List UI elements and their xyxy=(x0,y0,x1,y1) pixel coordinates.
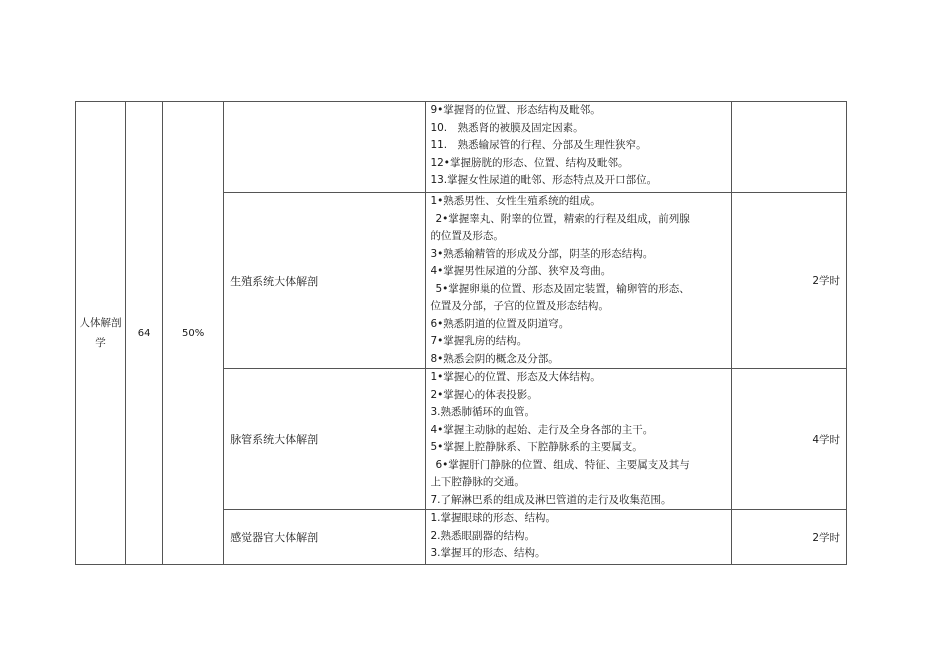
content-line: 7•掌握乳房的结构。 xyxy=(430,335,528,347)
content-line: 2•掌握睾丸、附睾的位置，精索的行程及组成，前列腺 xyxy=(435,212,690,225)
content-line: 2•掌握心的体表投影。 xyxy=(430,388,538,401)
content-line: 3.熟悉肺循环的血管。 xyxy=(430,406,535,418)
course-name-cell xyxy=(76,102,126,565)
content-line: 12•掌握膀胱的形态、位置、结构及毗邻。 xyxy=(430,156,629,169)
content-line: 位置及分部，子宫的位置及形态结构。 xyxy=(430,300,609,312)
content-cell xyxy=(426,102,731,193)
time-cell xyxy=(731,193,846,369)
content-line: 7.了解淋巴系的组成及淋巴管道的走行及收集范围。 xyxy=(430,493,672,506)
total-hours: 64 xyxy=(137,327,151,339)
content-line: 2.熟悉眼副器的结构。 xyxy=(430,529,535,542)
time-cell xyxy=(731,102,846,193)
section-cell xyxy=(224,510,426,565)
content-line: 1•掌握心的位置、形态及大体结构。 xyxy=(430,371,601,383)
content-line: 的位置及形态。 xyxy=(430,230,504,242)
content-line: 6•掌握肝门静脉的位置、组成、特征、主要属支及其与 xyxy=(435,458,690,471)
content-line: 5•掌握上腔静脉系、下腔静脉系的主要属支。 xyxy=(430,441,643,453)
content-line: 5•掌握卵巢的位置、形态及固定装置，输卵管的形态、 xyxy=(435,282,690,295)
section-title: 生殖系统大体解剖 xyxy=(230,274,319,288)
content-cell xyxy=(426,510,731,565)
class-hours: 2学时 xyxy=(812,275,840,287)
time-cell xyxy=(731,369,846,510)
content-cell xyxy=(426,193,731,369)
section-cell xyxy=(224,102,426,193)
section-title: 脉管系统大体解剖 xyxy=(230,433,319,446)
content-line: 1•熟悉男性、女性生殖系统的组成。 xyxy=(430,195,601,207)
ratio-cell xyxy=(163,102,224,565)
class-hours: 4学时 xyxy=(812,433,840,446)
class-hours: 2学时 xyxy=(812,531,840,544)
content-cell xyxy=(426,369,731,510)
course-name: 人体解剖学 xyxy=(79,317,122,349)
content-line: 3•熟悉输精管的形成及分部，阴茎的形态结构。 xyxy=(430,247,654,260)
section-title: 感觉器官大体解剖 xyxy=(230,531,319,544)
content-line: 3.掌握耳的形态、结构。 xyxy=(430,547,546,559)
content-line: 13.掌握女性尿道的毗邻、形态特点及开口部位。 xyxy=(430,174,658,186)
content-line: 上下腔静脉的交通。 xyxy=(430,476,525,488)
syllabus-table xyxy=(75,101,847,565)
content-line: 9•掌握肾的位置、形态结构及毗邻。 xyxy=(430,104,601,116)
total-hours-cell xyxy=(126,102,163,565)
table-row xyxy=(76,102,847,193)
content-line: 10. 熟悉肾的被膜及固定因素。 xyxy=(430,121,584,134)
section-cell xyxy=(224,193,426,369)
content-line: 8•熟悉会阴的概念及分部。 xyxy=(430,352,559,365)
content-line: 1.掌握眼球的形态、结构。 xyxy=(430,512,556,524)
section-cell xyxy=(224,369,426,510)
content-line: 4•掌握主动脉的起始、走行及全身各部的主干。 xyxy=(430,423,654,436)
content-line: 11. 熟悉输尿管的行程、分部及生理性狭窄。 xyxy=(430,139,647,151)
time-cell xyxy=(731,510,846,565)
content-line: 4•掌握男性尿道的分部、狭窄及弯曲。 xyxy=(430,265,612,277)
content-line: 6•熟悉阴道的位置及阴道穹。 xyxy=(430,317,570,330)
ratio: 50% xyxy=(182,327,205,339)
